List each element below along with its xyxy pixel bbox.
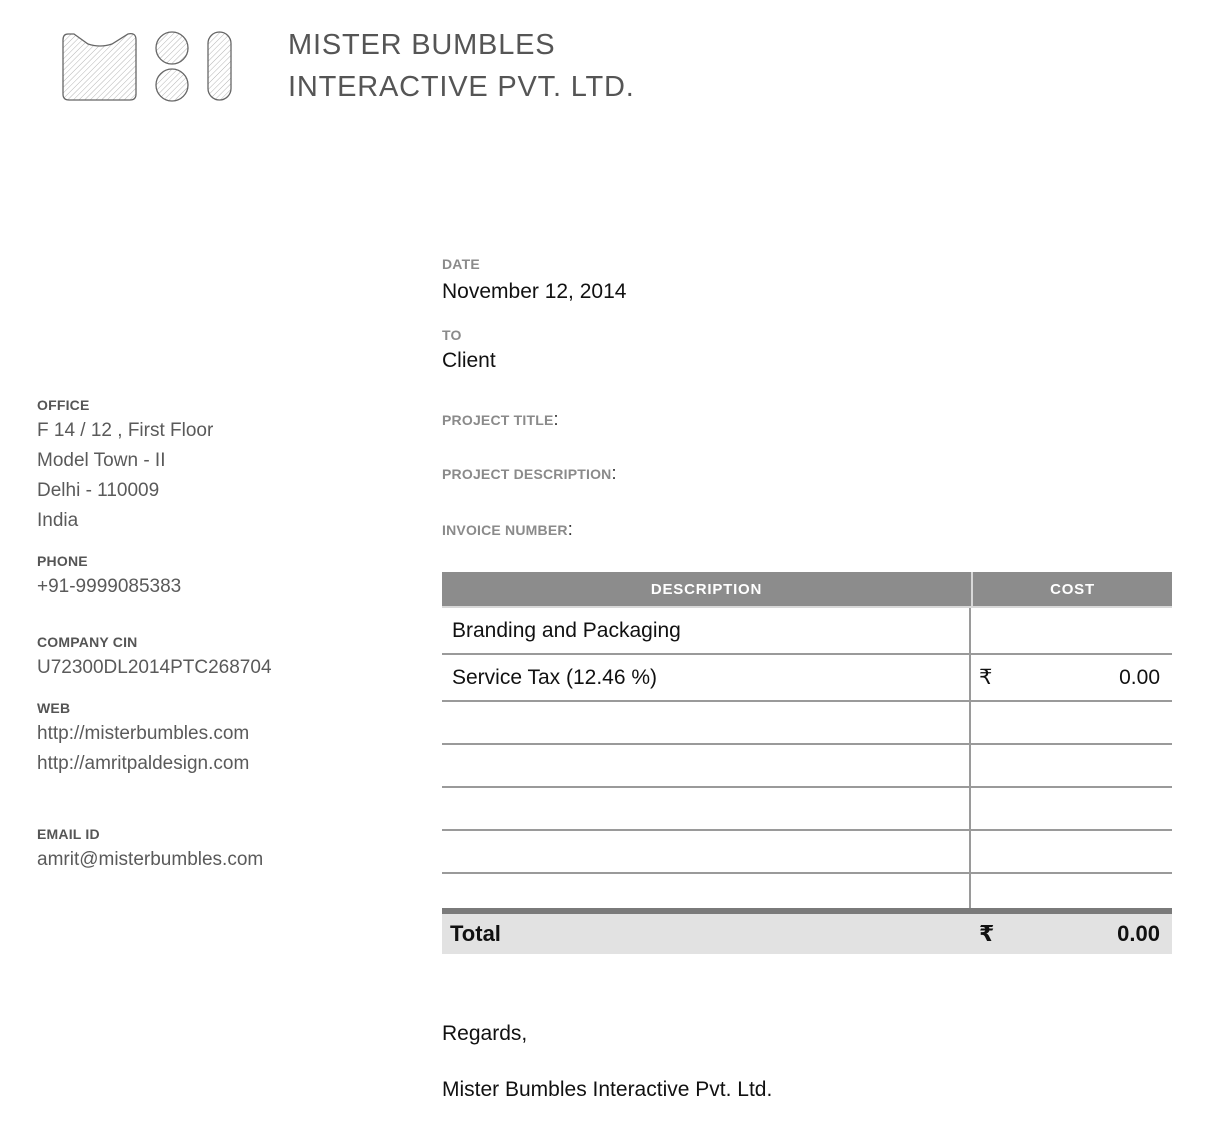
recipient-name: Client <box>442 349 496 372</box>
table-row <box>442 745 1172 788</box>
web-link[interactable]: http://misterbumbles.com <box>37 723 250 744</box>
office-address-line: Model Town - II <box>37 450 166 471</box>
item-description <box>442 702 971 743</box>
table-row <box>442 608 1172 655</box>
item-description: Service Tax (12.46 %) <box>442 655 971 700</box>
total-cost <box>973 921 1172 947</box>
company-name-line-2: INTERACTIVE PVT. LTD. <box>288 71 635 103</box>
item-cost <box>971 788 1172 829</box>
table-header <box>442 572 1172 608</box>
cin-label: COMPANY CIN <box>37 634 138 650</box>
cin-value: U72300DL2014PTC268704 <box>37 657 272 678</box>
item-description <box>442 745 971 786</box>
email-label: EMAIL ID <box>37 826 100 842</box>
office-address-line: F 14 / 12 , First Floor <box>37 420 214 441</box>
office-label: OFFICE <box>37 397 90 413</box>
company-logo <box>60 28 236 104</box>
item-cost <box>971 831 1172 872</box>
invoice-number-label-text: INVOICE NUMBER <box>442 522 568 538</box>
web-label: WEB <box>37 700 71 716</box>
cost-column-header: COST <box>1050 580 1095 598</box>
project-title-label <box>442 409 559 430</box>
phone-number: +91-9999085383 <box>37 576 182 597</box>
company-name-line-1: MISTER BUMBLES <box>288 29 556 61</box>
item-cost <box>971 608 1172 653</box>
currency-symbol: ₹ <box>979 921 995 946</box>
colon: : <box>553 409 559 429</box>
table-row <box>442 655 1172 702</box>
item-cost <box>971 702 1172 743</box>
regards-text: Regards, <box>442 1022 528 1045</box>
project-description-label <box>442 463 617 484</box>
to-label: TO <box>442 327 462 343</box>
table-row <box>442 831 1172 874</box>
phone-label: PHONE <box>37 553 88 569</box>
project-title-label-text: PROJECT TITLE <box>442 412 554 428</box>
total-label: Total <box>450 921 501 946</box>
table-row <box>442 788 1172 831</box>
invoice-number-label <box>442 519 573 540</box>
table-row <box>442 702 1172 745</box>
description-column-header: DESCRIPTION <box>442 572 973 606</box>
total-row <box>442 908 1172 954</box>
project-description-label-text: PROJECT DESCRIPTION <box>442 466 612 482</box>
email-address[interactable]: amrit@misterbumbles.com <box>37 849 264 870</box>
total-amount: 0.00 <box>1117 921 1160 946</box>
colon: : <box>567 519 573 539</box>
currency-symbol: ₹ <box>979 666 993 689</box>
invoice-date: November 12, 2014 <box>442 280 627 303</box>
signature-company: Mister Bumbles Interactive Pvt. Ltd. <box>442 1078 773 1101</box>
item-cost <box>971 655 1172 700</box>
office-address-line: India <box>37 510 79 531</box>
colon: : <box>611 463 617 483</box>
item-description: Branding and Packaging <box>442 608 971 653</box>
item-cost <box>971 745 1172 786</box>
web-link[interactable]: http://amritpaldesign.com <box>37 753 250 774</box>
office-address-line: Delhi - 110009 <box>37 480 160 501</box>
item-description <box>442 788 971 829</box>
item-description <box>442 831 971 872</box>
item-amount: 0.00 <box>1119 665 1160 689</box>
line-items-table <box>442 572 1172 915</box>
company-name <box>288 24 635 108</box>
date-label: DATE <box>442 256 480 272</box>
